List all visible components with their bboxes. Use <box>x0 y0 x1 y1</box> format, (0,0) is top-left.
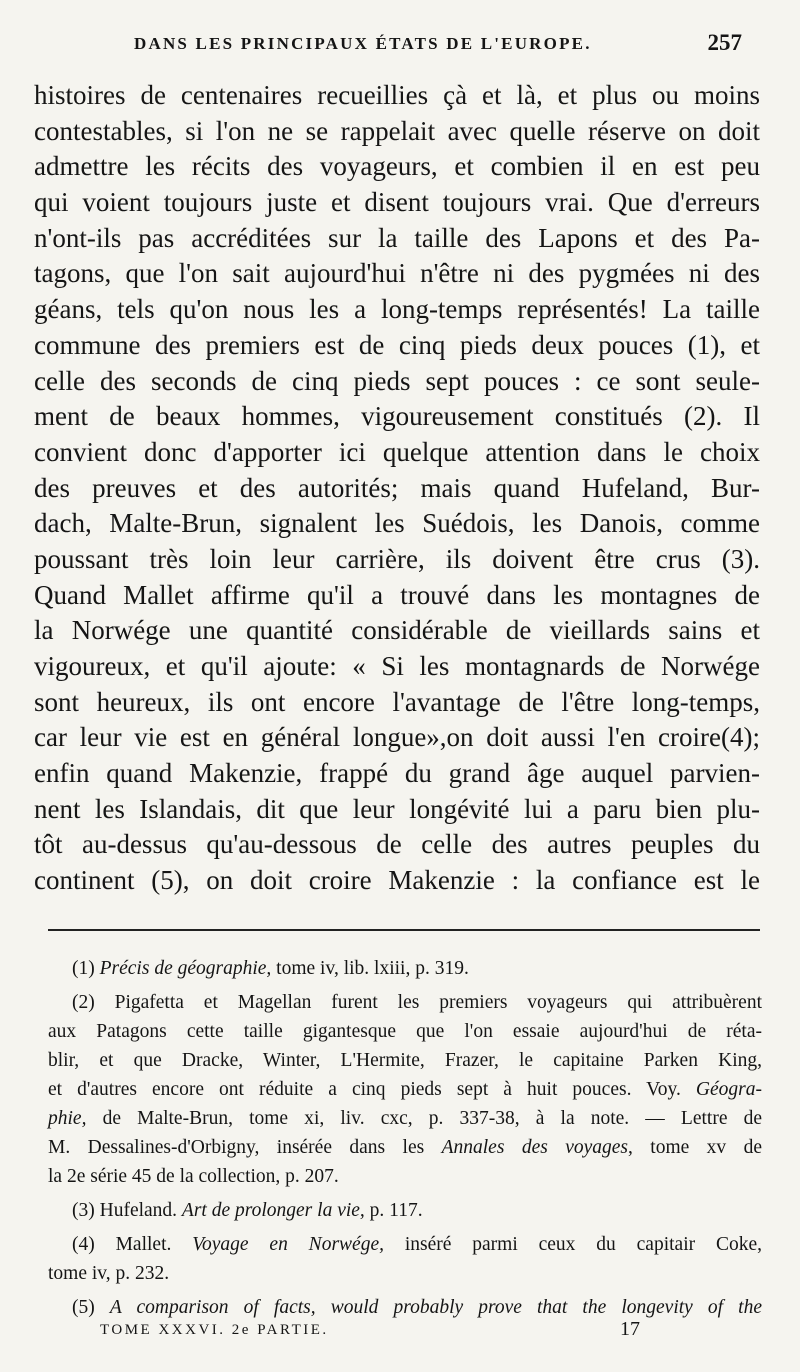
body-line: convient donc d'apporter ici quelque attention dans le choix <box>34 436 760 467</box>
body-line: admettre les récits des voyageurs, et combien il en est peu <box>34 151 760 182</box>
body-line: commune des premiers est de cinq pieds deux pouces (1), et <box>34 329 760 360</box>
footnote-2-line: blir, et que Dracke, Winter, L'Hermite, Frazer, le capitaine Parken King, <box>48 1050 762 1071</box>
footnote-2-line: M. Dessalines-d'Orbigny, insérée dans les Annales des voyages, tome xv de <box>48 1137 762 1158</box>
body-line: ment de beaux hommes, vigoureusement constitués (2). Il <box>34 401 760 432</box>
footnote-5: (5) A comparison of facts, would probably prove that the longevity of the <box>72 1297 762 1318</box>
body-line: vigoureux, et qu'il ajoute: « Si les montagnards de Norwége <box>34 651 760 681</box>
body-line: n'ont-ils pas accréditées sur la taille des Lapons et des Pa- <box>34 222 760 253</box>
footnote-2-line: la 2e série 45 de la collection, p. 207. <box>48 1166 339 1187</box>
body-line: nent les Islandais, dit que leur longévité lui a paru bien plu- <box>34 793 760 824</box>
footnote-3: (3) Hufeland. Art de prolonger la vie, p. 117. <box>72 1200 423 1221</box>
body-line: celle des seconds de cinq pieds sept pouces : ce sont seule- <box>34 365 760 396</box>
body-line: la Norwége une quantité considérable de vieillards sains et <box>34 615 760 646</box>
body-line: sont heureux, ils ont encore l'avantage de l'être long-temps, <box>34 686 760 717</box>
footnote-separator <box>48 929 760 931</box>
body-line: Quand Mallet affirme qu'il a trouvé dans les montagnes de <box>34 579 760 610</box>
page-header <box>60 30 760 70</box>
footnote-2: (2) Pigafetta et Magellan furent les premiers voyageurs qui attribuèrent <box>72 992 762 1013</box>
body-line: contestables, si l'on ne se rappelait avec quelle réserve on doit <box>34 115 760 146</box>
body-line: poussant très loin leur carrière, ils doivent être crus (3). <box>34 543 760 574</box>
page-number: 257 <box>707 30 742 55</box>
footnote-2-line: aux Patagons cette taille gigantesque que l'on essaie aujourd'hui de réta- <box>48 1021 762 1042</box>
body-line: qui voient toujours juste et disent toujours vrai. Que d'erreurs <box>34 187 760 218</box>
body-line: géans, tels qu'on nous les a long-temps représentés! La taille <box>34 294 760 325</box>
footnote-1: (1) Précis de géographie, tome iv, lib. lxiii, p. 319. <box>72 958 469 979</box>
running-head: DANS LES PRINCIPAUX ÉTATS DE L'EUROPE. <box>134 34 592 53</box>
body-line: des preuves et des autorités; mais quand Hufeland, Bur- <box>34 472 760 503</box>
signature-mark: TOME XXXVI. 2e PARTIE. <box>100 1322 329 1338</box>
body-line: car leur vie est en général longue»,on doit aussi l'en croire(4); <box>34 722 760 753</box>
body-line: tagons, que l'on sait aujourd'hui n'être ni des pygmées ni des <box>34 258 760 289</box>
footnote-4: (4) Mallet. Voyage en Norwége, inséré parmi ceux du capitair Coke, <box>72 1234 763 1255</box>
body-line: histoires de centenaires recueillies çà et là, et plus ou moins <box>34 80 760 110</box>
body-text <box>34 78 760 899</box>
body-line: continent (5), on doit croire Makenzie : la confiance est le <box>34 865 760 896</box>
footnote-2-line: et d'autres encore ont réduite a cinq pieds sept à huit pouces. Voy. Géogra- <box>48 1079 762 1100</box>
body-line: enfin quand Makenzie, frappé du grand âge auquel parvien- <box>34 758 760 789</box>
footnotes <box>48 954 762 1322</box>
body-line: tôt au-dessus qu'au-dessous de celle des autres peuples du <box>34 829 760 860</box>
page-footer <box>100 1318 640 1348</box>
sheet-number: 17 <box>620 1318 640 1340</box>
footnote-4-line: tome iv, p. 232. <box>48 1263 170 1284</box>
body-line: dach, Malte-Brun, signalent les Suédois, les Danois, comme <box>34 508 760 539</box>
footnote-2-line: phie, de Malte-Brun, tome xi, liv. cxc, p. 337-38, à la note. — Lettre de <box>48 1108 762 1129</box>
